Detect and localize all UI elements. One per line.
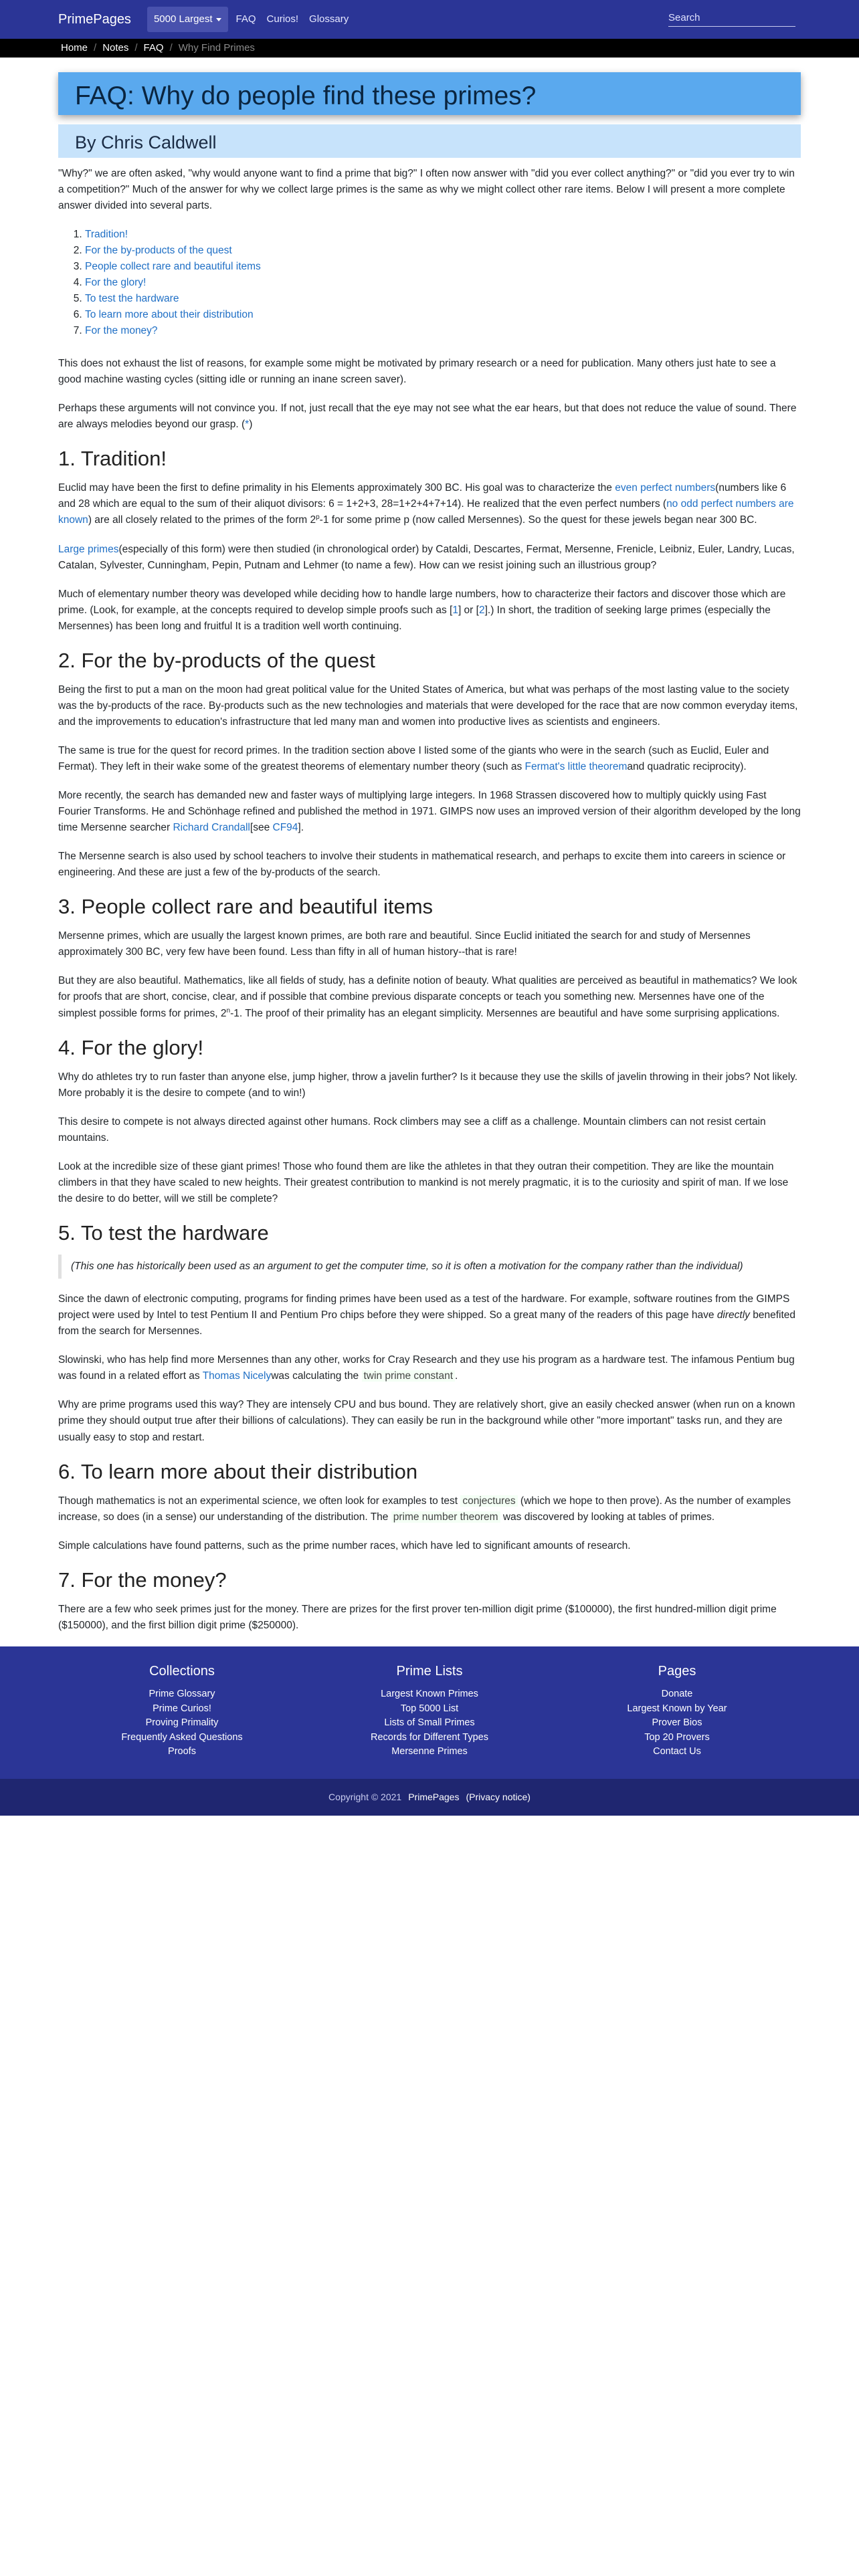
dropdown-label: 5000 Largest [153, 13, 213, 25]
conjectures-term[interactable]: conjectures [460, 1495, 517, 1507]
copyright-text: Copyright © 2021 [328, 1791, 402, 1802]
toc-link-distribution[interactable]: To learn more about their distribution [85, 309, 254, 321]
search-input[interactable] [668, 9, 795, 26]
footer-pages [553, 1661, 801, 1779]
footer-heading: Collections [149, 1664, 215, 1679]
richard-crandall-link[interactable]: Richard Crandall [173, 822, 250, 834]
author-banner: By Chris Caldwell [58, 124, 801, 158]
section-heading-distribution: 6. To learn more about their distribution [58, 1459, 418, 1483]
section-heading-tradition: 1. Tradition! [58, 447, 167, 471]
hardware-paragraph-1: Since the dawn of electronic computing, programs for finding primes have been used as a test of the hardware. For example, software routines from the GIMPS project were used by Intel to test Pentium II and Pentium Pro chips before they were shipped. So a great many of the readers of this page have directly benefited from the search for Mersennes. [58, 1293, 796, 1337]
toc-link-byproducts[interactable]: For the by-products of the quest [85, 245, 232, 257]
breadcrumb-current: Why Find Primes [178, 42, 255, 54]
footer-link[interactable]: Prime Glossary [149, 1689, 215, 1700]
prime-number-theorem-term[interactable]: prime number theorem [391, 1511, 500, 1523]
tradition-paragraph-2: Large primes(especially of this form) were then studied (in chronological order) by Cataldi, Descartes, Fermat, Mersenne, Frenicle, Leibniz, Euler, Landry, Lucas, Catalan, Sylvester, Cunningham, Pepin, Putnam and Lehmer (to name a few). How can we resist joining such an illustrious group? [58, 543, 795, 571]
top-navbar [0, 0, 859, 39]
breadcrumb-separator: / [94, 42, 97, 54]
footer-prime-lists [306, 1661, 553, 1779]
footer-heading: Pages [658, 1664, 696, 1679]
toc-link-hardware[interactable]: To test the hardware [85, 293, 179, 305]
hardware-paragraph-3: Why are prime programs used this way? They are intensely CPU and bus bound. They are relatively short, give an easily checked answer (when run on a known prime they should output true after their billions of calculations). They can easily be run in the background while other "more important" tasks run, and they are usually easy to stop and restart. [58, 1399, 795, 1443]
section-heading-glory: 4. For the glory! [58, 1035, 204, 1059]
footer-collections [58, 1661, 306, 1779]
cf94-ref-link[interactable]: CF94 [272, 822, 298, 834]
privacy-notice-link[interactable]: (Privacy notice) [466, 1791, 531, 1802]
table-of-contents [58, 227, 801, 339]
footer-link[interactable]: Prover Bios [652, 1717, 702, 1729]
twin-prime-constant-term[interactable]: twin prime constant [362, 1370, 456, 1382]
site-footer [0, 1646, 859, 1779]
largest-dropdown[interactable] [147, 7, 228, 31]
list-caveat-paragraph: This does not exhaust the list of reasons, for example some might be motivated by primary research or a need for publication. Many others just hate to see a good machine wasting cycles (sitting idle or running an inane screen saver). [58, 358, 776, 386]
no-odd-perfect-link[interactable]: no odd perfect numbers are known [58, 498, 794, 526]
byproducts-paragraph-1: Being the first to put a man on the moon had great political value for the United States of America, but what was perhaps of the most lasting value to the society was the by-products of the race. By-products such as the new technologies and materials that were developed for the race that are now common everyday items, and the improvements to education's infrastructure that led many man and women into productive lives as scientists and engineers. [58, 683, 798, 728]
distribution-paragraph-1: Though mathematics is not an experimental science, we often look for examples to test conjectures (which we hope to then prove). As the number of examples increase, so does (in a sense) our understanding of the distribution. The prime number theorem was discovered by looking at tables of primes. [58, 1495, 791, 1523]
footer-link[interactable]: Top 5000 List [400, 1703, 459, 1714]
section-heading-rare-items: 3. People collect rare and beautiful items [58, 895, 434, 919]
search-box [668, 9, 795, 27]
even-perfect-numbers-link[interactable]: even perfect numbers [615, 482, 716, 494]
footer-link[interactable]: Lists of Small Primes [384, 1717, 475, 1729]
breadcrumb-faq[interactable]: FAQ [143, 42, 164, 54]
byproducts-paragraph-2: The same is true for the quest for record primes. In the tradition section above I listed some of the giants who were in the search (such as Euclid, Euler and Fermat). They left in their wake some of the greatest theorems of elementary number theory (such as Fermat's little theoremand quadratic reciprocity). [58, 745, 769, 773]
breadcrumb-notes[interactable]: Notes [102, 42, 129, 54]
caret-down-icon [216, 18, 221, 21]
footer-link[interactable]: Proving Primality [145, 1717, 219, 1729]
breadcrumb-separator: / [169, 42, 173, 54]
nav-link-curios[interactable]: Curios! [266, 13, 299, 25]
glory-paragraph-1: Why do athletes try to run faster than anyone else, jump higher, throw a javelin further? Is it because they use the skills of javelin throwing in their jobs? Not likely. More probably it is the desire to compete (and to win!) [58, 1071, 798, 1099]
nav-link-faq[interactable]: FAQ [235, 13, 256, 25]
rare-paragraph-1: Mersenne primes, which are usually the largest known primes, are both rare and beautiful. Since Euclid initiated the search for and study of Mersennes approximately 300 BC, very few have been found. Less than fifty in all of human history--that is rare! [58, 930, 751, 958]
footer-link[interactable]: Prime Curios! [153, 1703, 211, 1714]
breadcrumb [0, 39, 859, 58]
distribution-paragraph-2: Simple calculations have found patterns, such as the prime number races, which have led to significant amounts of research. [58, 1539, 631, 1551]
footnote-link[interactable]: * [245, 419, 250, 431]
footer-link[interactable]: Largest Known by Year [627, 1703, 727, 1714]
main-container [58, 72, 801, 1634]
footer-link[interactable]: Contact Us [653, 1746, 701, 1757]
byproducts-paragraph-4: The Mersenne search is also used by school teachers to involve their students in mathematical research, and perhaps to excite them into careers in science or engineering. And these are just a few of the by-products of the search. [58, 851, 786, 879]
brand-link[interactable]: PrimePages [58, 11, 131, 27]
thomas-nicely-link[interactable]: Thomas Nicely [202, 1370, 272, 1382]
footer-link[interactable]: Largest Known Primes [381, 1689, 478, 1700]
ref-link-1[interactable]: 1 [452, 604, 458, 616]
tradition-paragraph-1: Euclid may have been the first to define primality in his Elements approximately 300 BC. His goal was to characterize the even perfect numbers(numbers like 6 and 28 which are equal to the sum of their aliquot divisors: 6 = 1+2+3, 28=1+2+4+7+14). He realized that the even perfect numbers (no odd perfect numbers are known) are all closely related to the primes of the form 2$^p$-1 for some prime p (now called Mersennes). So the quest for these jewels began near 300 BC. [58, 482, 794, 526]
toc-link-money[interactable]: For the money? [85, 325, 158, 337]
section-heading-byproducts: 2. For the by-products of the quest [58, 648, 375, 672]
money-paragraph-1: There are a few who seek primes just for the money. There are prizes for the first prover ten-million digit prime ($100000), the first hundred-million digit prime ($150000), and the first billion digit prime ($250000). [58, 1604, 777, 1632]
hardware-quote: (This one has historically been used as an argument to get the computer time, so it is often a motivation for the company rather than the individual) [58, 1255, 801, 1279]
large-primes-link[interactable]: Large primes [58, 543, 119, 555]
rare-paragraph-2: But they are also beautiful. Mathematics, like all fields of study, has a definite notion of beauty. What qualities are perceived as beautiful in mathematics? We look for proofs that are short, concise, clear, and if possible that combine previous disparate concepts or teach you something new. Mersennes have one of the simplest possible forms for primes, 2$^n$-1. The proof of their primality has an elegant simplicity. Mersennes are beautiful and have some surprising applications. [58, 975, 797, 1019]
footer-link[interactable]: Frequently Asked Questions [121, 1731, 243, 1743]
page-title: FAQ: Why do people find these primes? [58, 72, 801, 115]
toc-link-tradition[interactable]: Tradition! [85, 229, 128, 241]
melodies-paragraph: Perhaps these arguments will not convince you. If not, just recall that the eye may not see what the ear hears, but that does not reduce the value of sound. There are always melodies beyond our grasp. (*) [58, 403, 797, 431]
breadcrumb-separator: / [134, 42, 138, 54]
nav-link-glossary[interactable]: Glossary [309, 13, 349, 25]
section-heading-hardware: 5. To test the hardware [58, 1221, 269, 1245]
footer-link[interactable]: Top 20 Provers [644, 1731, 710, 1743]
toc-link-rare-items[interactable]: People collect rare and beautiful items [85, 261, 261, 273]
ref-link-2[interactable]: 2 [478, 604, 485, 616]
copyright-bar [0, 1779, 859, 1816]
footer-link[interactable]: Proofs [168, 1746, 196, 1757]
footer-link[interactable]: Records for Different Types [371, 1731, 488, 1743]
glory-paragraph-3: Look at the incredible size of these giant primes! Those who found them are like the athletes in that they outran their competition. They are like the mountain climbers in that they have scaled to new heights. Their greatest contribution to mankind is not merely pragmatic, it is to the curiosity and spirit of man. If we lose the desire to do better, will we still be complete? [58, 1161, 789, 1205]
breadcrumb-home[interactable]: Home [61, 42, 88, 54]
section-heading-money: 7. For the money? [58, 1568, 227, 1592]
glory-paragraph-2: This desire to compete is not always directed against other humans. Rock climbers may see a cliff as a challenge. Mountain climbers can not resist certain mountains. [58, 1116, 766, 1144]
hardware-paragraph-2: Slowinski, who has help find more Mersennes than any other, works for Cray Research and they use his program as a hardware test. The infamous Pentium bug was found in a related effort as Thomas Nicelywas calculating the twin prime constant . [58, 1354, 795, 1382]
byproducts-paragraph-3: More recently, the search has demanded new and faster ways of multiplying large integers. In 1968 Strassen discovered how to multiply quickly using Fast Fourier Transforms. He and Schönhage refined and published the method in 1971. GIMPS now uses an improved version of their algorithm developed by the long time Mersenne searcher Richard Crandall[see CF94]. [58, 790, 801, 834]
footer-link[interactable]: Mersenne Primes [391, 1746, 468, 1757]
footer-link[interactable]: Donate [661, 1689, 693, 1700]
footer-heading: Prime Lists [396, 1664, 463, 1679]
article-body [58, 158, 801, 1634]
tradition-paragraph-3: Much of elementary number theory was developed while deciding how to handle large numbers, how to characterize their factors and discover those which are prime. (Look, for example, at the concepts required to develop simple proofs such as [1] or [2].) In short, the tradition of seeking large primes (especially the Mersennes) has been long and fruitful It is a tradition well worth continuing. [58, 588, 786, 632]
toc-link-glory[interactable]: For the glory! [85, 277, 147, 289]
intro-paragraph: "Why?" we are often asked, "why would anyone want to find a prime that big?" I often now answer with "did you ever collect anything?" or "did you ever try to win a competition?" Much of the answer for why we collect large primes is the same as why we might collect other rare items. Below I will present a more complete answer divided into several parts. [58, 168, 795, 212]
fermat-theorem-link[interactable]: Fermat's little theorem [524, 761, 628, 773]
footer-brand-link[interactable]: PrimePages [408, 1791, 460, 1802]
